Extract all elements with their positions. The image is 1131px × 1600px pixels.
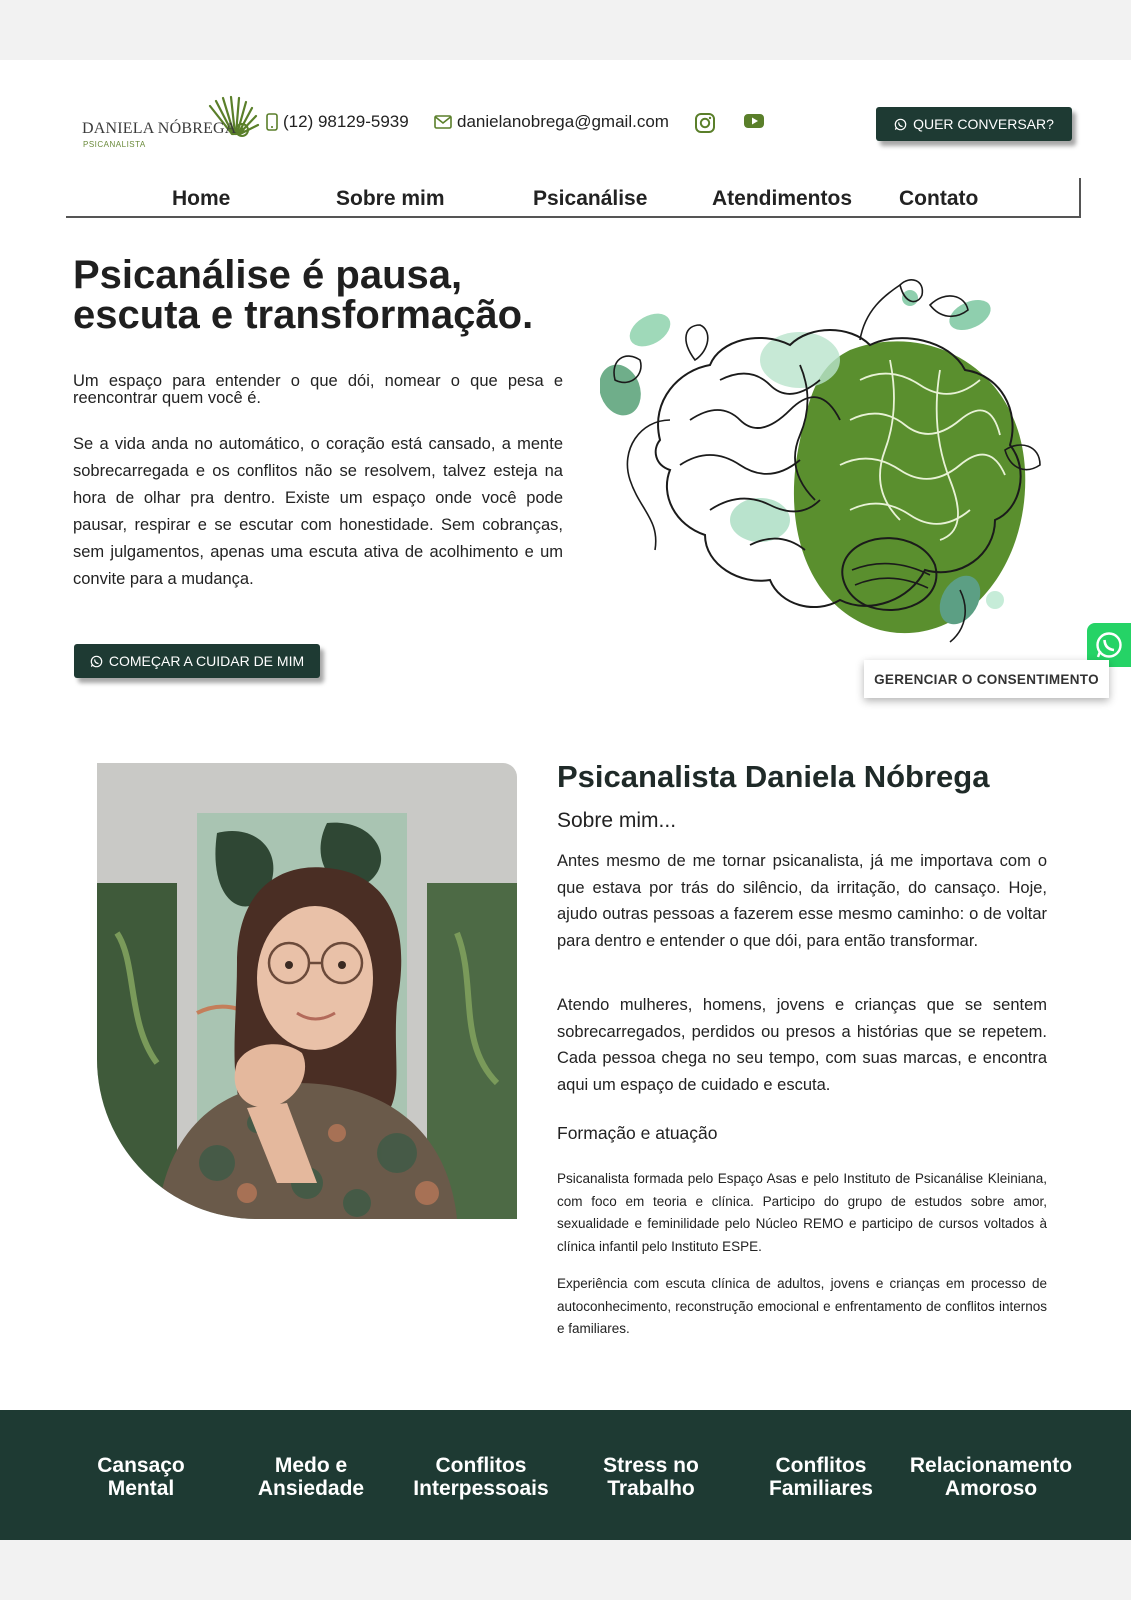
about-title: Psicanalista Daniela Nóbrega xyxy=(557,759,990,794)
instagram-icon[interactable] xyxy=(694,112,716,134)
topic-line: Stress no xyxy=(603,1454,699,1477)
hero-title-line2: escuta e transformação. xyxy=(73,293,534,337)
whatsapp-icon xyxy=(1094,630,1124,660)
email-contact[interactable] xyxy=(434,110,669,134)
email-text: danielanobrega@gmail.com xyxy=(457,112,669,131)
topic-line: Mental xyxy=(107,1477,175,1500)
topic-line: Interpessoais xyxy=(413,1477,549,1500)
youtube-icon[interactable] xyxy=(743,112,765,130)
brain-leaves-illustration xyxy=(600,270,1060,660)
whatsapp-icon xyxy=(90,655,103,668)
nav-services[interactable]: Atendimentos xyxy=(712,187,853,210)
talk-button[interactable] xyxy=(876,107,1072,141)
about-subtitle: Sobre mim... xyxy=(557,809,677,832)
start-care-button[interactable] xyxy=(74,644,320,678)
topic-line: Amoroso xyxy=(944,1477,1038,1500)
formation-paragraph-2: Experiência com escuta clínica de adultos, jovens e crianças em processo de autoconhecimento, reconstrução emocional e enfrentamento de conflitos internos e familiares. xyxy=(557,1276,1047,1336)
topic-line: Ansiedade xyxy=(257,1477,365,1500)
hero-title-line1: Psicanálise é pausa, xyxy=(73,253,463,297)
topic-line: Familiares xyxy=(769,1477,873,1500)
topic-family-conflicts[interactable] xyxy=(736,1454,906,1500)
phone-contact[interactable] xyxy=(266,110,409,134)
about-paragraph-2: Atendo mulheres, homens, jovens e crianças que se sentem sobrecarregados, perdidos ou presos a histórias que se repetem. Cada pessoa chega no seu tempo, com suas marcas, e encontra aqui um espaço de cuidado e escuta. xyxy=(557,996,1047,1094)
hero-body: Se a vida anda no automático, o coração está cansado, a mente sobrecarregada e os conflitos não se resolvem, talvez esteja na hora de olhar pra dentro. Existe um espaço onde você pode pausar, respirar e se escutar com honestidade. Sem cobranças, sem julgamentos, apenas uma escuta ativa de acolhimento e um convite para a mudança. xyxy=(73,435,563,588)
start-care-button-label: COMEÇAR A CUIDAR DE MIM xyxy=(108,653,305,669)
main-nav xyxy=(66,178,1081,218)
talk-button-label: QUER CONVERSAR? xyxy=(913,116,1054,132)
topic-line: Conflitos xyxy=(435,1454,527,1477)
logo[interactable] xyxy=(82,94,260,150)
hero-title xyxy=(73,255,593,335)
topic-line: Cansaço xyxy=(97,1454,185,1477)
topic-line: Trabalho xyxy=(607,1477,695,1500)
topic-line: Relacionamento xyxy=(909,1454,1073,1477)
about-paragraph-1: Antes mesmo de me tornar psicanalista, já me importava com o que estava por trás do silêncio, da irritação, do cansaço. Hoje, ajudo outras pessoas a fazerem esse mesmo caminho: o de voltar para dentro e entender o que dói, para então transformar. xyxy=(557,852,1047,950)
page xyxy=(0,60,1131,1540)
logo-subtitle: PSICANALISTA xyxy=(83,140,146,149)
nav-about[interactable]: Sobre mim xyxy=(336,187,445,210)
topic-line: Medo e xyxy=(274,1454,348,1477)
consent-manager-button[interactable]: GERENCIAR O CONSENTIMENTO xyxy=(864,660,1109,698)
topic-mental-fatigue[interactable] xyxy=(56,1454,226,1500)
formation-paragraph-1: Psicanalista formada pelo Espaço Asas e pelo Instituto de Psicanálise Kleiniana, com foco em teoria e clínica. Participo do grupo de estudos sobre amor, sexualidade e feminilidade pelo Núcleo REMO e participo de cursos voltados à clínica infantil pelo Instituto ESPE. xyxy=(557,1171,1047,1254)
phone-icon xyxy=(266,113,278,131)
hero-lead: Um espaço para entender o que dói, nomear o que pesa e reencontrar quem você é. xyxy=(73,372,563,407)
nav-home[interactable]: Home xyxy=(172,187,231,210)
topic-work-stress[interactable] xyxy=(566,1454,736,1500)
topic-line: Conflitos xyxy=(775,1454,867,1477)
whatsapp-icon xyxy=(894,118,907,131)
logo-name: DANIELA NÓBREGA xyxy=(82,120,237,137)
topic-fear-anxiety[interactable] xyxy=(226,1454,396,1500)
nav-contact[interactable]: Contato xyxy=(899,187,979,210)
topic-interpersonal-conflicts[interactable] xyxy=(396,1454,566,1500)
topics-band xyxy=(0,1410,1131,1540)
nav-psychoanalysis[interactable]: Psicanálise xyxy=(533,187,648,210)
topic-romantic-relationship[interactable] xyxy=(906,1454,1076,1500)
phone-text: (12) 98129-5939 xyxy=(283,112,409,131)
portrait-photo xyxy=(97,763,517,1219)
formation-title: Formação e atuação xyxy=(557,1123,718,1143)
mail-icon xyxy=(434,115,452,129)
